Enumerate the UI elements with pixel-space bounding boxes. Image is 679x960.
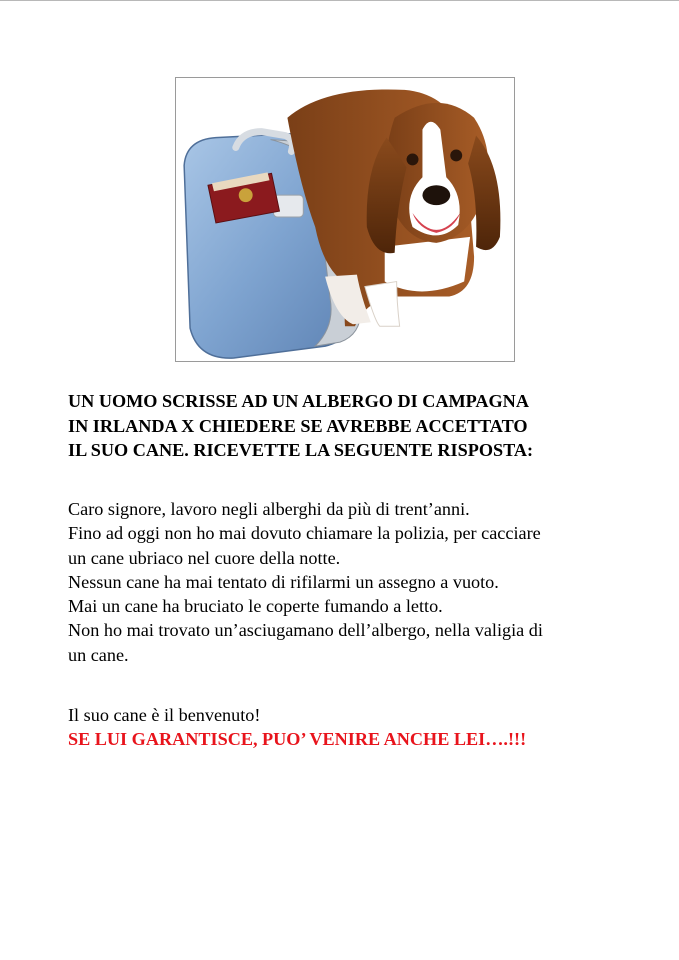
letter-line: Mai un cane ha bruciato le coperte fumando a letto. (68, 596, 443, 617)
letter-line: Fino ad oggi non ho mai dovuto chiamare la polizia, per cacciare (68, 523, 541, 544)
letter-line: Nessun cane ha mai tentato di rifilarmi un assegno a vuoto. (68, 571, 499, 592)
heading-line: UN UOMO SCRISSE AD UN ALBERGO DI CAMPAGNA (68, 391, 529, 411)
heading-line: IN IRLANDA X CHIEDERE SE AVREBBE ACCETTATO (68, 415, 528, 436)
punchline: SE LUI GARANTISCE, PUO’ VENIRE ANCHE LEI….!!! (68, 729, 527, 749)
letter-line: Non ho mai trovato un’asciugamano dell’albergo, nella valigia di (68, 620, 543, 641)
welcome-line: Il suo cane è il benvenuto! (68, 705, 261, 725)
top-rule (0, 0, 679, 1)
hotel-reply-letter (68, 497, 638, 667)
heading-line: IL SUO CANE. RICEVETTE LA SEGUENTE RISPOSTA: (68, 440, 534, 460)
letter-line: un cane ubriaco nel cuore della notte. (68, 547, 341, 568)
letter-line: un cane. (68, 644, 129, 665)
letter-line: Caro signore, lavoro negli alberghi da più di trent’anni. (68, 499, 470, 519)
story-heading (68, 389, 628, 463)
dog-suitcase-photo (175, 77, 515, 362)
